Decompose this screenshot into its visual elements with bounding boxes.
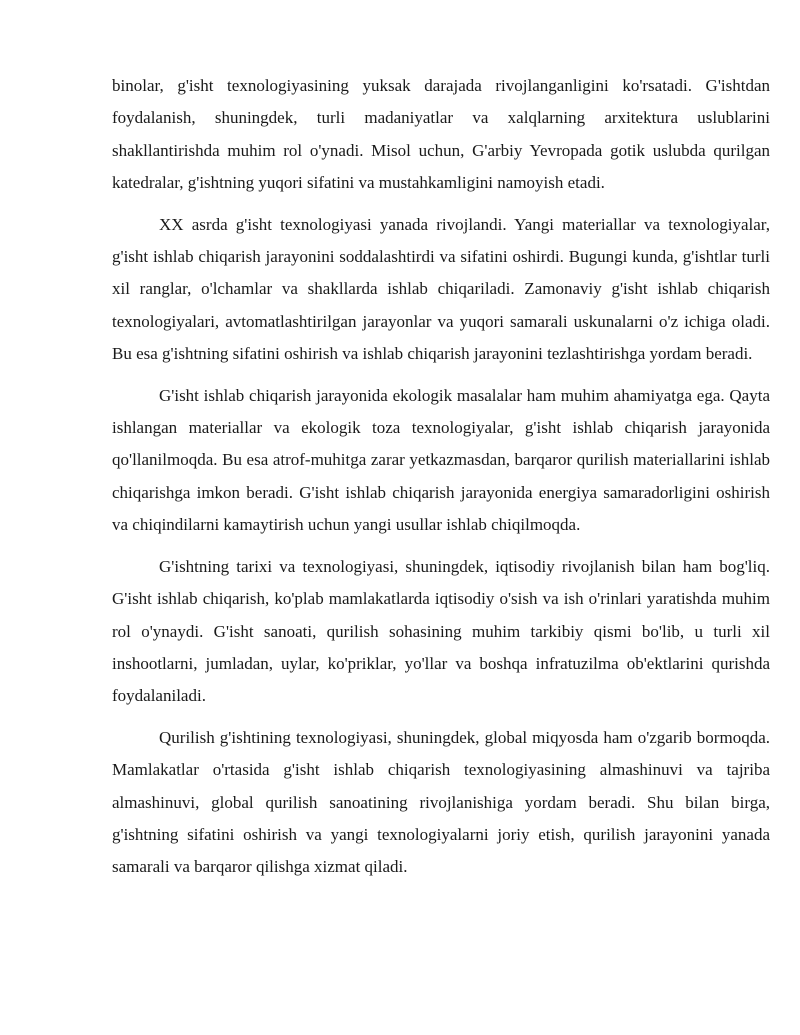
paragraph-global: Qurilish g'ishtining texnologiyasi, shuningdek, global miqyosda ham o'zgarib bormoqda. Mamlakatlar o'rtasida g'isht ishlab chiqarish texnologiyasining almashinuvi va tajriba almashinuvi, global qurilish sanoatining rivojlanishiga yordam beradi. Shu bilan birga, g'ishtning sifatini oshirish va yangi texnologiyalarni joriy etish, qurilish jarayonini yanada samarali va barqaror qilishga xizmat qiladi. [112,727,770,877]
paragraph-ecology: G'isht ishlab chiqarish jarayonida ekologik masalalar ham muhim ahamiyatga ega. Qayta ishlangan materiallar va ekologik toza texnologiyalar, g'isht ishlab chiqarish jarayonida qo'llanilmoqda. Bu esa atrof-muhitga zarar yetkazmasdan, barqaror qurilish materiallarini ishlab chiqarishga imkon beradi. G'isht ishlab chiqarish jarayonida energiya samaradorligini oshirish va chiqindilarni kamaytirish uchun yangi usullar ishlab chiqilmoqda. [112,385,770,535]
paragraph-xx-century: XX asrda g'isht texnologiyasi yanada rivojlandi. Yangi materiallar va texnologiyalar, g'isht ishlab chiqarish jarayonini soddalashtirdi va sifatini oshirdi. Bugungi kunda, g'ishtlar turli xil ranglar, o'lchamlar va shakllarda ishlab chiqariladi. Zamonaviy g'isht ishlab chiqarish texnologiyalari, avtomatlashtirilgan jarayonlar va yuqori samarali uskunalarni o'z ichiga oladi. Bu esa g'ishtning sifatini oshirish va ishlab chiqarish jarayonini tezlashtirishga yordam beradi. [112,214,770,364]
paragraph-continuation: binolar, g'isht texnologiyasining yuksak darajada rivojlanganligini ko'rsatadi. G'ishtdan foydalanish, shuningdek, turli madaniyatlar va xalqlarning arxitektura uslublarini shakllantirishda muhim rol o'ynadi. Misol uchun, G'arbiy Yevropada gotik uslubda qurilgan katedralar, g'ishtning yuqori sifatini va mustahkamligini namoyish etadi. [112,76,770,193]
paragraph-economy: G'ishtning tarixi va texnologiyasi, shuningdek, iqtisodiy rivojlanish bilan ham bog'liq. G'isht ishlab chiqarish, ko'plab mamlakatlarda iqtisodiy o'sish va ish o'rinlari yaratishda muhim rol o'ynaydi. G'isht sanoati, qurilish sohasining muhim tarkibiy qismi bo'lib, u turli xil inshootlarni, jumladan, uylar, ko'priklar, yo'llar va boshqa infratuzilma ob'ektlarini qurishda foydalaniladi. [112,556,770,706]
document-page [112,70,770,893]
